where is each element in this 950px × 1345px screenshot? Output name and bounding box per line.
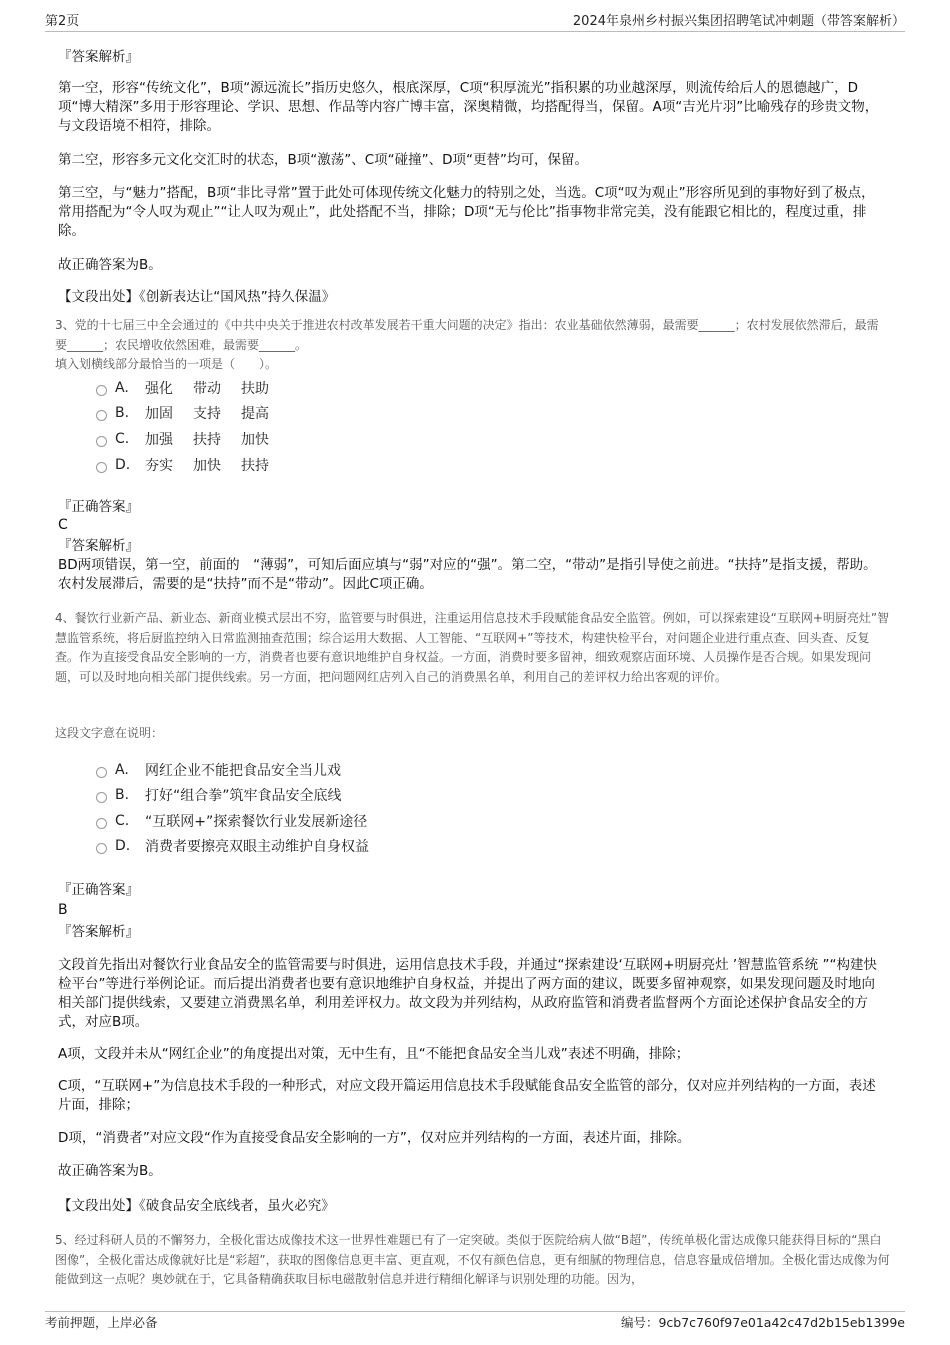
footer-divider bbox=[45, 1311, 905, 1312]
option-text: 网红企业不能把食品安全当儿戏 bbox=[145, 763, 341, 779]
radio-button[interactable] bbox=[96, 462, 107, 473]
option-letter: C. bbox=[115, 431, 130, 447]
analysis-paragraph: 文段首先指出对餐饮行业食品安全的监管需要与时俱进，运用信息技术手段，并通过“探索建设‘互联网+明厨亮灶 ’智慧监管系统 ”“构建快检平台”等进行举例论证。而后提出消费者也要有意识地维护自身权益，并提出了两方面的建议，既要多留神观察，如果发现问题及时地向相关部门提供线索，又要建立消费黑名单，利用差评权力。故文段为并列结构，从政府监管和消费者监督两个方面论述保护食品安全的方式，对应B项。 bbox=[58, 957, 877, 1030]
option-a[interactable] bbox=[96, 378, 289, 398]
footer-slogan: 考前押题，上岸必备 bbox=[45, 1315, 158, 1330]
option-word: 扶助 bbox=[241, 381, 269, 397]
question-stem: 3、党的十七届三中全会通过的《中共中央关于推进农村改革发展若干重大问题的决定》指出：农业基础依然薄弱，最需要______；农村发展依然滞后，最需要______；农民增收依然困难，最需要______。 bbox=[55, 318, 879, 352]
option-d[interactable] bbox=[96, 455, 289, 475]
option-letter: D. bbox=[115, 838, 131, 854]
option-text: 消费者要擦亮双眼主动维护自身权益 bbox=[145, 839, 369, 855]
analysis-label: 『答案解析』 bbox=[58, 924, 139, 940]
source-citation: 【文段出处】《创新表达让“国风热”持久保温》 bbox=[58, 289, 336, 305]
source-citation: 【文段出处】《破食品安全底线者，虽火必究》 bbox=[58, 1198, 335, 1214]
option-letter: C. bbox=[115, 813, 130, 829]
question-stem: 4、餐饮行业新产品、新业态、新商业模式层出不穷，监管要与时俱进，注重运用信息技术手段赋能食品安全监管。例如，可以探索建设“互联网+明厨亮灶”智慧监管系统，将后厨监控纳入日常监测抽查范围；综合运用大数据、人工智能、“互联网+”等技术，构建快检平台，对问题企业进行重点查、回头查、反复查。作为直接受食品安全影响的一方，消费者也要有意识地维护自身权益。一方面，消费时要多留神，细致观察店面环境、人员操作是否合规。如果发现问题，可以及时地向相关部门提供线索。另一方面，把问题网红店列入自己的消费黑名单，利用自己的差评权力给出客观的评价。 bbox=[55, 611, 890, 684]
question-stem: 5、经过科研人员的不懈努力，全极化雷达成像技术这一世界性难题已有了一定突破。类似于医院给病人做“B超”，传统单极化雷达成像只能获得目标的“黑白图像”，全极化雷达成像就好比是“彩超”，获取的图像信息更丰富、更直观，不仅有颜色信息，更有细腻的物理信息，信息容量成倍增加。全极化雷达成像为何能做到这一点呢？奥妙就在于，它具备精确获取目标电磁散射信息并进行精细化解译与识别处理的功能。因为， bbox=[55, 1233, 890, 1286]
document-code bbox=[621, 1313, 905, 1331]
option-a[interactable] bbox=[96, 760, 341, 780]
final-answer: 故正确答案为B。 bbox=[58, 257, 162, 273]
question-prompt: 填入划横线部分最恰当的一项是（ ）。 bbox=[55, 357, 278, 371]
option-word: 加固 bbox=[145, 406, 173, 422]
analysis-paragraph: A项，文段并未从“网红企业”的角度提出对策，无中生有，且“不能把食品安全当儿戏”表述不明确，排除； bbox=[58, 1046, 690, 1062]
option-b[interactable] bbox=[96, 785, 342, 805]
analysis-label: 『答案解析』 bbox=[58, 49, 139, 65]
analysis-paragraph: 第三空，与“魅力”搭配，B项“非比寻常”置于此处可体现传统文化魅力的特别之处，当选。C项“叹为观止”形容所见到的事物好到了极点，常用搭配为“令人叹为观止”“让人叹为观止”，此处搭配不当，排除；D项“无与伦比”指事物非常完美，没有能跟它相比的，程度过重，排除。 bbox=[58, 185, 875, 239]
option-letter: D. bbox=[115, 457, 131, 473]
radio-button[interactable] bbox=[96, 818, 107, 829]
radio-button[interactable] bbox=[96, 843, 107, 854]
option-letter: B. bbox=[115, 787, 130, 803]
option-letter: A. bbox=[115, 762, 129, 778]
option-word: 夯实 bbox=[145, 458, 173, 474]
option-word: 扶持 bbox=[241, 458, 269, 474]
radio-button[interactable] bbox=[96, 436, 107, 447]
option-d[interactable] bbox=[96, 836, 369, 856]
analysis-paragraph: C项，“互联网+”为信息技术手段的一种形式，对应文段开篇运用信息技术手段赋能食品安全监管的部分，仅对应并列结构的一方面，表述片面，排除； bbox=[58, 1078, 876, 1113]
option-word: 带动 bbox=[193, 381, 221, 397]
option-letter: A. bbox=[115, 380, 129, 396]
option-word: 加快 bbox=[193, 458, 221, 474]
analysis-paragraph: BD两项错误，第一空，前面的 “薄弱”，可知后面应填与“弱”对应的“强”。第二空，“带动”是指引导使之前进。“扶持”是指支援，帮助。农村发展滞后，需要的是“扶持”而不是“带动”。因此C项正确。 bbox=[58, 557, 877, 592]
correct-answer: C bbox=[58, 517, 68, 533]
correct-answer-label: 『正确答案』 bbox=[58, 882, 139, 898]
option-text: “互联网+”探索餐饮行业发展新途径 bbox=[145, 814, 368, 830]
page-number: 第2页 bbox=[45, 14, 80, 29]
radio-button[interactable] bbox=[96, 410, 107, 421]
code-label: 编号： bbox=[620, 1315, 659, 1330]
analysis-paragraph: 第一空，形容“传统文化”，B项“源远流长”指历史悠久，根底深厚，C项“积厚流光”指积累的功业越深厚，则流传给后人的恩德越广，D项“博大精深”多用于形容理论、学识、思想、作品等内容广博丰富，深奥精微，均搭配得当，保留。A项“吉光片羽”比喻残存的珍贵文物，与文段语境不相符，排除。 bbox=[58, 80, 879, 134]
option-word: 强化 bbox=[145, 381, 173, 397]
radio-button[interactable] bbox=[96, 385, 107, 396]
analysis-paragraph: 第二空，形容多元文化交汇时的状态，B项“激荡”、C项“碰撞”、D项“更替”均可，保留。 bbox=[58, 152, 589, 168]
analysis-paragraph: D项，“消费者”对应文段“作为直接受食品安全影响的一方”，仅对应并列结构的一方面，表述片面，排除。 bbox=[58, 1130, 691, 1146]
header-divider bbox=[45, 31, 905, 32]
option-word: 提高 bbox=[241, 406, 269, 422]
correct-answer-label: 『正确答案』 bbox=[58, 499, 139, 515]
option-text: 打好“组合拳”筑牢食品安全底线 bbox=[145, 788, 342, 804]
radio-button[interactable] bbox=[96, 792, 107, 803]
option-c[interactable] bbox=[96, 429, 289, 449]
option-word: 扶持 bbox=[193, 432, 221, 448]
option-word: 支持 bbox=[193, 406, 221, 422]
option-word: 加快 bbox=[241, 432, 269, 448]
code-value: 9cb7c760f97e01a42c47d2b15eb1399e bbox=[658, 1315, 905, 1330]
option-letter: B. bbox=[115, 405, 130, 421]
correct-answer: B bbox=[58, 902, 68, 918]
final-answer: 故正确答案为B。 bbox=[58, 1163, 162, 1179]
analysis-label: 『答案解析』 bbox=[58, 538, 139, 554]
document-title: 2024年泉州乡村振兴集团招聘笔试冲刺题（带答案解析） bbox=[572, 14, 905, 29]
question-prompt: 这段文字意在说明： bbox=[55, 726, 164, 740]
radio-button[interactable] bbox=[96, 767, 107, 778]
option-b[interactable] bbox=[96, 403, 289, 423]
option-c[interactable] bbox=[96, 811, 367, 831]
option-word: 加强 bbox=[145, 432, 173, 448]
